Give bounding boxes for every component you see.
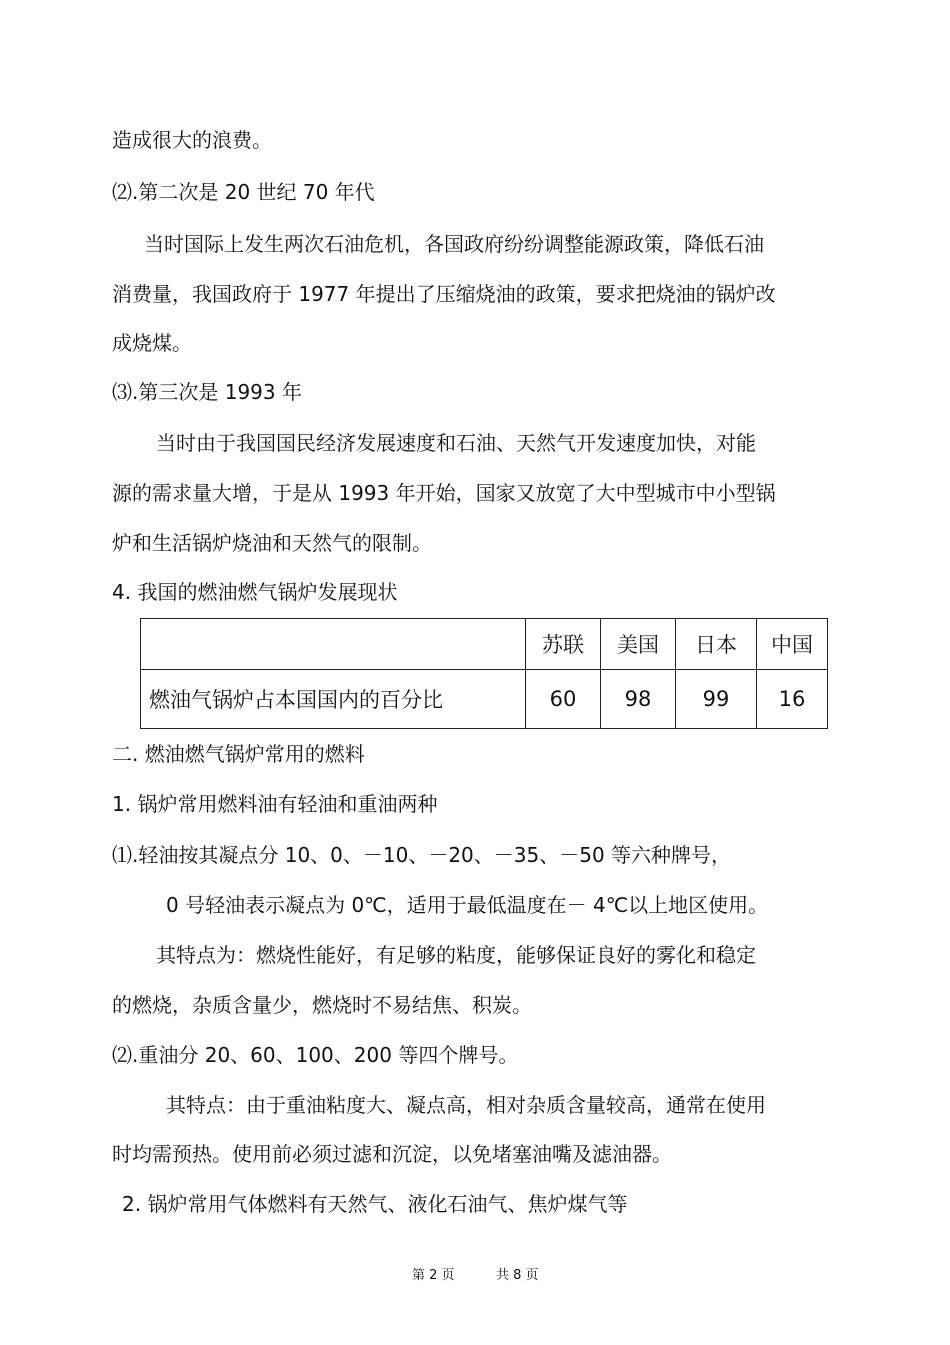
text-line: ⑵.重油分 20、60、100、200 等四个牌号。	[112, 1043, 519, 1067]
section-heading: ⑵.第二次是 20 世纪 70 年代	[112, 180, 375, 204]
table-cell: 16	[757, 670, 828, 729]
text-line: 其特点：由于重油粘度大、凝点高，相对杂质含量较高，通常在使用	[166, 1093, 766, 1117]
section-heading: 1. 锅炉常用燃料油有轻油和重油两种	[112, 792, 438, 816]
text-line: 造成很大的浪费。	[112, 128, 272, 152]
section-heading: 4. 我国的燃油燃气锅炉发展现状	[112, 580, 398, 604]
table-header-cell: 中国	[757, 619, 828, 670]
text-line: 炉和生活锅炉烧油和天然气的限制。	[112, 531, 432, 555]
text-line: 0 号轻油表示凝点为 0℃，适用于最低温度在－ 4℃以上地区使用。	[166, 893, 769, 917]
text-line: 其特点为：燃烧性能好，有足够的粘度，能够保证良好的雾化和稳定	[156, 943, 756, 967]
text-line: ⑴.轻油按其凝点分 10、0、－10、－20、－35、－50 等六种牌号，	[112, 843, 732, 867]
page-number: 第 2 页	[412, 1268, 455, 1283]
text-line: 消费量，我国政府于 1977 年提出了压缩烧油的政策，要求把烧油的锅炉改	[112, 282, 776, 306]
table-header-row	[141, 619, 828, 670]
text-line: 成烧煤。	[112, 331, 192, 355]
text-line: 当时由于我国国民经济发展速度和石油、天然气开发速度加快，对能	[156, 431, 756, 455]
table-cell: 98	[601, 670, 676, 729]
table-cell: 99	[676, 670, 757, 729]
table-header-cell: 美国	[601, 619, 676, 670]
text-line: 的燃烧，杂质含量少，燃烧时不易结焦、积炭。	[112, 993, 532, 1017]
table-header-cell	[141, 619, 526, 670]
table-header-cell: 日本	[676, 619, 757, 670]
table-cell: 60	[526, 670, 601, 729]
text-line: 当时国际上发生两次石油危机，各国政府纷纷调整能源政策，降低石油	[144, 232, 764, 256]
section-heading: 二. 燃油燃气锅炉常用的燃料	[112, 742, 365, 766]
table-row	[141, 670, 828, 729]
section-heading: ⑶.第三次是 1993 年	[112, 380, 302, 404]
section-heading: 2. 锅炉常用气体燃料有天然气、液化石油气、焦炉煤气等	[122, 1192, 628, 1216]
text-line: 源的需求量大增，于是从 1993 年开始，国家又放宽了大中型城市中小型锅	[112, 481, 776, 505]
table-row-label: 燃油气锅炉占本国国内的百分比	[141, 670, 526, 729]
table-header-cell: 苏联	[526, 619, 601, 670]
page-total: 共 8 页	[496, 1268, 539, 1283]
text-line: 时均需预热。使用前必须过滤和沉淀，以免堵塞油嘴及滤油器。	[112, 1142, 672, 1166]
boiler-percentage-table	[140, 618, 828, 729]
